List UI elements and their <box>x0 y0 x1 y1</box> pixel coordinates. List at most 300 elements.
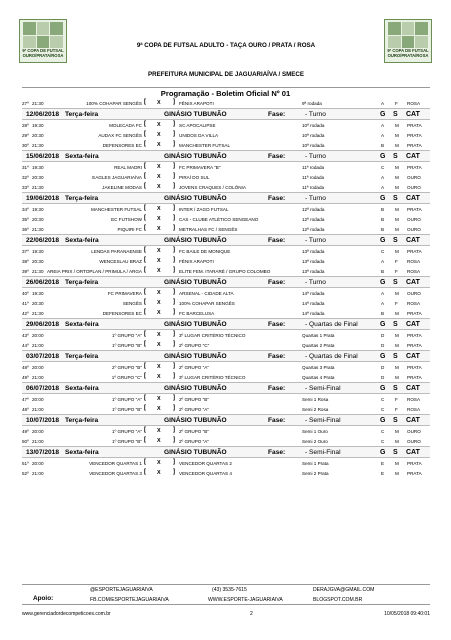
group-code: C <box>381 249 385 254</box>
bracket-right: ] <box>173 395 175 401</box>
sex-code: M <box>395 343 399 348</box>
category: OURO <box>407 291 421 296</box>
day-header <box>22 234 430 246</box>
away-team: CAS - CLUBE ATLÉTICO SENGEANO <box>179 217 259 222</box>
category: OURO <box>407 429 421 434</box>
away-team: FC BARCELUSA <box>179 311 215 316</box>
home-team: 1º GRUPO "B" <box>112 343 142 348</box>
game-number: 52º <box>22 471 29 476</box>
sex-header: S <box>393 449 398 456</box>
game-time: 20:00 <box>32 365 44 370</box>
home-team: MANCHESTER FUTSAL <box>90 207 142 212</box>
home-team: REAL MADRI <box>114 165 142 170</box>
page-number: 2 <box>250 611 253 617</box>
contact-email: DERAJGVA@GMAIL.COM <box>313 587 375 593</box>
game-number: 41º <box>22 301 29 306</box>
game-row <box>22 204 430 214</box>
group-code: A <box>381 101 385 106</box>
game-time: 20:30 <box>32 133 44 138</box>
group-header: G <box>380 449 386 456</box>
game-time: 19:30 <box>32 249 44 254</box>
round-label: 14ª rodada <box>302 301 325 306</box>
bracket-right: ] <box>173 289 175 295</box>
bracket-left: [ <box>144 427 146 433</box>
game-time: 21:30 <box>32 185 44 190</box>
bracket-right: ] <box>173 99 175 105</box>
away-team: 2º GRUPO "B" <box>179 429 209 434</box>
game-row <box>22 256 430 266</box>
day-date: 26/06/2018 <box>26 279 60 286</box>
bracket-left: [ <box>144 267 146 273</box>
round-label: Semi 2 Ouro <box>302 439 328 444</box>
home-team: WENCESLAU BRAZ <box>99 259 142 264</box>
sex-code: M <box>395 439 399 444</box>
game-number: 48º <box>22 407 29 412</box>
bracket-left: [ <box>144 459 146 465</box>
game-time: 21:00 <box>32 471 44 476</box>
sex-code: F <box>395 259 398 264</box>
versus-x: X <box>157 332 161 338</box>
sex-header: S <box>393 321 398 328</box>
versus-x: X <box>157 342 161 348</box>
logo-text-line1: 9ª COPA DE FUTSAL <box>22 48 64 53</box>
category: ROSA <box>407 269 421 274</box>
bracket-left: [ <box>144 289 146 295</box>
home-team: EC FUTSHOW <box>111 217 142 222</box>
home-team: MOLECADA FC <box>109 123 142 128</box>
group-code: D <box>381 333 385 338</box>
bracket-right: ] <box>173 173 175 179</box>
group-code: E <box>381 471 385 476</box>
game-number: 33º <box>22 185 29 190</box>
away-team: JOVENS CRAQUES / COLÔNIA <box>179 185 246 190</box>
game-row <box>22 130 430 140</box>
contact-phone: (43) 3535-7615 <box>212 587 247 593</box>
away-team: INTER / ZAGO FUTSAL <box>179 207 229 212</box>
game-row <box>22 468 430 478</box>
sex-code: F <box>395 101 398 106</box>
home-team: 2º GRUPO "B" <box>112 365 142 370</box>
facebook-link[interactable]: FB.COM/ESPORTEJAGUARIAIVA <box>90 597 169 603</box>
bracket-right: ] <box>173 309 175 315</box>
day-header <box>22 150 430 162</box>
day-weekday: Terça-feira <box>65 353 99 360</box>
bracket-left: [ <box>144 363 146 369</box>
game-time: 21:30 <box>32 311 44 316</box>
category: OURO <box>407 185 421 190</box>
game-row <box>22 224 430 234</box>
sex-code: M <box>395 333 399 338</box>
versus-x: X <box>157 258 161 264</box>
game-time: 20:00 <box>32 333 44 338</box>
category: ROSA <box>407 407 421 412</box>
game-time: 20:00 <box>32 429 44 434</box>
round-label: 11ª rodada <box>302 175 325 180</box>
bracket-left: [ <box>144 225 146 231</box>
category: PRATA <box>407 143 422 148</box>
bracket-left: [ <box>144 309 146 315</box>
group-code: C <box>381 407 385 412</box>
day-weekday: Sexta-feira <box>65 321 99 328</box>
game-time: 21:00 <box>32 407 44 412</box>
group-code: A <box>381 301 385 306</box>
game-row <box>22 172 430 182</box>
bracket-left: [ <box>144 183 146 189</box>
game-number: 51º <box>22 461 29 466</box>
versus-x: X <box>157 100 161 106</box>
away-team: ARSENAL - CIDADE ALTA <box>179 291 234 296</box>
category: ROSA <box>407 101 421 106</box>
fase-value: - Turno <box>305 111 326 118</box>
category: PRATA <box>407 333 422 338</box>
round-label: 13ª rodada <box>302 249 325 254</box>
bracket-left: [ <box>144 99 146 105</box>
away-team: 3º LUGAR CRITÉRIO TÉCNICO <box>179 375 246 380</box>
bracket-right: ] <box>173 469 175 475</box>
game-time: 19:30 <box>32 123 44 128</box>
tournament-title: 9ª COPA DE FUTSAL ADULTO - TAÇA OURO / PRATA / ROSA <box>136 42 316 49</box>
game-number: 39º <box>22 269 29 274</box>
sex-code: M <box>395 311 399 316</box>
header-divider <box>22 87 430 88</box>
game-number: 34º <box>22 207 29 212</box>
game-row <box>22 288 430 298</box>
home-team: PIQUIRI FC <box>117 227 142 232</box>
round-label: Semi 2 Rosa <box>302 407 329 412</box>
support-label: Apoio: <box>33 595 54 602</box>
day-header <box>22 350 430 362</box>
game-row <box>22 120 430 130</box>
schedule-list <box>22 98 430 478</box>
game-number: 37º <box>22 249 29 254</box>
game-time: 20:00 <box>32 397 44 402</box>
round-label: 11ª rodada <box>302 185 325 190</box>
versus-x: X <box>157 226 161 232</box>
sex-code: M <box>395 429 399 434</box>
home-team: LENDAS PARANAENSE <box>91 249 142 254</box>
home-team: FC PRIMAVERA <box>107 291 142 296</box>
sex-code: M <box>395 461 399 466</box>
bracket-left: [ <box>144 395 146 401</box>
versus-x: X <box>157 174 161 180</box>
home-team: DEFENSORES EC <box>102 311 142 316</box>
away-team: ELITE FEM. ITARARÉ / GRUPO COLOMBO <box>179 269 271 274</box>
day-weekday: Sexta-feira <box>65 449 99 456</box>
home-team: VENCEDOR QUARTAS 1 <box>89 461 142 466</box>
bracket-right: ] <box>173 205 175 211</box>
round-label: 14ª rodada <box>302 291 325 296</box>
group-code: D <box>381 365 385 370</box>
site-link[interactable]: WWW.ESPORTE-JAGUARIAIVA <box>208 597 283 603</box>
game-number: 35º <box>22 217 29 222</box>
away-team: PIRAÍ DO SUL <box>179 175 210 180</box>
day-date: 06/07/2018 <box>26 385 60 392</box>
game-row <box>22 404 430 414</box>
bulletin-subtitle: Programação - Boletim Oficial Nº 01 <box>160 89 291 98</box>
away-team: 2º GRUPO "A" <box>179 365 209 370</box>
home-team: 1º GRUPO "B" <box>112 439 142 444</box>
versus-x: X <box>157 300 161 306</box>
away-team: SC APOCALIPSE <box>179 123 216 128</box>
group-code: B <box>381 217 385 222</box>
group-code: C <box>381 429 385 434</box>
versus-x: X <box>157 406 161 412</box>
group-header: G <box>380 195 386 202</box>
bracket-right: ] <box>173 363 175 369</box>
sex-code: F <box>395 301 398 306</box>
game-time: 21:00 <box>32 343 44 348</box>
sex-code: M <box>395 365 399 370</box>
category: PRATA <box>407 375 422 380</box>
bracket-right: ] <box>173 141 175 147</box>
sex-code: M <box>395 249 399 254</box>
game-number: 42º <box>22 311 29 316</box>
venue-name: GINÁSIO TUBUNÃO <box>164 111 227 118</box>
day-weekday: Sexta-feira <box>65 385 99 392</box>
bracket-left: [ <box>144 405 146 411</box>
group-code: B <box>381 143 385 148</box>
group-code: A <box>381 259 385 264</box>
round-label: Quartas 3 Prata <box>302 365 335 370</box>
sex-code: F <box>395 407 398 412</box>
home-team: AREIA PRIX / ORTOPLAN / PRIMULA / ARGA <box>46 269 142 274</box>
versus-x: X <box>157 164 161 170</box>
game-number: 30º <box>22 143 29 148</box>
fase-label: Fase: <box>268 279 286 286</box>
sex-header: S <box>393 385 398 392</box>
venue-name: GINÁSIO TUBUNÃO <box>164 237 227 244</box>
sex-header: S <box>393 279 398 286</box>
round-label: 9ª rodada <box>302 101 322 106</box>
fase-label: Fase: <box>268 195 286 202</box>
home-team: JAKELINE MODAS <box>102 185 142 190</box>
instagram-handle: @ESPORTEJAGUARIAIVA <box>90 587 153 593</box>
bracket-right: ] <box>173 131 175 137</box>
home-team: 1º GRUPO "A" <box>112 397 142 402</box>
group-code: A <box>381 175 385 180</box>
group-code: A <box>381 123 385 128</box>
versus-x: X <box>157 428 161 434</box>
category: OURO <box>407 439 421 444</box>
round-label: 12ª rodada <box>302 217 325 222</box>
versus-x: X <box>157 216 161 222</box>
bracket-right: ] <box>173 427 175 433</box>
venue-name: GINÁSIO TUBUNÃO <box>164 153 227 160</box>
away-team: FC PRIMAVERA "B" <box>179 165 221 170</box>
versus-x: X <box>157 364 161 370</box>
group-code: A <box>381 185 385 190</box>
away-team: 2º GRUPO "A" <box>179 439 209 444</box>
away-team: 2º GRUPO "C" <box>179 343 210 348</box>
game-row <box>22 162 430 172</box>
category-header: CAT <box>406 153 420 160</box>
bracket-left: [ <box>144 257 146 263</box>
sex-code: M <box>395 291 399 296</box>
category-header: CAT <box>406 321 420 328</box>
versus-x: X <box>157 470 161 476</box>
game-number: 28º <box>22 123 29 128</box>
category: OURO <box>407 175 421 180</box>
game-row <box>22 298 430 308</box>
game-time: 21:00 <box>32 439 44 444</box>
game-number: 48º <box>22 365 29 370</box>
group-code: B <box>381 227 385 232</box>
game-time: 19:30 <box>32 291 44 296</box>
sex-code: M <box>395 165 399 170</box>
group-header: G <box>380 153 386 160</box>
bracket-left: [ <box>144 469 146 475</box>
generator-url[interactable]: www.gerenciadordecompeticoes.com.br <box>22 611 111 617</box>
category: ROSA <box>407 259 421 264</box>
fase-value: - Turno <box>305 153 326 160</box>
day-weekday: Sexta-feira <box>65 153 99 160</box>
venue-name: GINÁSIO TUBUNÃO <box>164 279 227 286</box>
bracket-left: [ <box>144 437 146 443</box>
bracket-left: [ <box>144 299 146 305</box>
away-team: FÊNIX ARAPOTI <box>179 259 214 264</box>
bracket-right: ] <box>173 331 175 337</box>
away-team: VENCEDOR QUARTAS 4 <box>179 471 232 476</box>
bracket-right: ] <box>173 373 175 379</box>
venue-name: GINÁSIO TUBUNÃO <box>164 321 227 328</box>
sex-header: S <box>393 237 398 244</box>
round-label: Quartas 1 Prata <box>302 333 335 338</box>
home-team: 100% COHAPAR SENGÊS <box>86 101 142 106</box>
round-label: 12ª rodada <box>302 207 325 212</box>
day-date: 19/06/2018 <box>26 195 60 202</box>
fase-value: - Quartas de Final <box>305 353 358 360</box>
sex-code: M <box>395 217 399 222</box>
day-date: 10/07/2018 <box>26 417 60 424</box>
fase-label: Fase: <box>268 111 286 118</box>
home-team: SENGÊS <box>122 301 142 306</box>
sex-code: M <box>395 185 399 190</box>
category-header: CAT <box>406 279 420 286</box>
day-header <box>22 382 430 394</box>
round-label: 12ª rodada <box>302 227 325 232</box>
home-team: 1º GRUPO "A" <box>112 333 142 338</box>
bracket-left: [ <box>144 131 146 137</box>
day-header <box>22 108 430 120</box>
category-header: CAT <box>406 417 420 424</box>
round-label: Semi 1 Ouro <box>302 429 328 434</box>
home-team: DEFENSORES EC <box>102 143 142 148</box>
sex-code: M <box>395 175 399 180</box>
group-code: C <box>381 165 385 170</box>
game-row <box>22 372 430 382</box>
fase-label: Fase: <box>268 321 286 328</box>
day-weekday: Terça-feira <box>65 279 99 286</box>
game-number: 44º <box>22 343 29 348</box>
category: PRATA <box>407 461 422 466</box>
category: PRATA <box>407 249 422 254</box>
game-time: 21:00 <box>32 375 44 380</box>
category: PRATA <box>407 311 422 316</box>
game-row <box>22 426 430 436</box>
group-header: G <box>380 111 386 118</box>
bracket-right: ] <box>173 299 175 305</box>
venue-name: GINÁSIO TUBUNÃO <box>164 417 227 424</box>
fase-value: - Quartas de Final <box>305 321 358 328</box>
bracket-right: ] <box>173 215 175 221</box>
round-label: Quartas 2 Prata <box>302 343 335 348</box>
versus-x: X <box>157 310 161 316</box>
sex-code: M <box>395 471 399 476</box>
bracket-left: [ <box>144 121 146 127</box>
game-number: 43º <box>22 333 29 338</box>
group-code: B <box>381 207 385 212</box>
round-label: 10ª rodada <box>302 133 325 138</box>
home-team: 1º GRUPO "C" <box>111 375 142 380</box>
venue-name: GINÁSIO TUBUNÃO <box>164 385 227 392</box>
category: ROSA <box>407 301 421 306</box>
day-date: 12/06/2018 <box>26 111 60 118</box>
round-label: 10ª rodada <box>302 123 325 128</box>
venue-name: GINÁSIO TUBUNÃO <box>164 353 227 360</box>
group-code: A <box>381 291 385 296</box>
versus-x: X <box>157 374 161 380</box>
bracket-right: ] <box>173 459 175 465</box>
fase-label: Fase: <box>268 417 286 424</box>
versus-x: X <box>157 460 161 466</box>
day-header <box>22 192 430 204</box>
group-code: C <box>381 397 385 402</box>
logo-text-line2: OURO/PRATA/ROSA <box>387 53 429 58</box>
round-label: Quartas 4 Prata <box>302 375 335 380</box>
home-team: VENCEDOR QUARTAS 3 <box>89 471 142 476</box>
sex-header: S <box>393 153 398 160</box>
game-number: 27º <box>22 101 29 106</box>
day-weekday: Sexta-feira <box>65 237 99 244</box>
versus-x: X <box>157 184 161 190</box>
bracket-right: ] <box>173 121 175 127</box>
fase-value: - Turno <box>305 279 326 286</box>
game-row <box>22 458 430 468</box>
sex-code: M <box>395 123 399 128</box>
fase-label: Fase: <box>268 385 286 392</box>
fase-value: - Semi-Final <box>305 385 341 392</box>
category: PRATA <box>407 343 422 348</box>
category-header: CAT <box>406 353 420 360</box>
bracket-right: ] <box>173 163 175 169</box>
sex-header: S <box>393 417 398 424</box>
venue-name: GINÁSIO TUBUNÃO <box>164 449 227 456</box>
sex-code: F <box>395 397 398 402</box>
game-number: 49º <box>22 375 29 380</box>
category: PRATA <box>407 471 422 476</box>
day-date: 29/06/2018 <box>26 321 60 328</box>
sex-code: M <box>395 133 399 138</box>
blog-link[interactable]: BLOGSPOT.COM.BR <box>313 597 363 603</box>
fase-value: - Turno <box>305 195 326 202</box>
game-number: 38º <box>22 259 29 264</box>
day-weekday: Terça-feira <box>65 417 99 424</box>
versus-x: X <box>157 396 161 402</box>
away-team: 2º GRUPO "A" <box>179 407 209 412</box>
group-header: G <box>380 279 386 286</box>
bracket-right: ] <box>173 437 175 443</box>
category: OURO <box>407 217 421 222</box>
round-label: Semi 2 Prata <box>302 471 329 476</box>
versus-x: X <box>157 142 161 148</box>
round-label: 13ª rodada <box>302 259 325 264</box>
away-team: UNIDOS DA VILLA <box>179 133 219 138</box>
game-number: 49º <box>22 429 29 434</box>
bracket-left: [ <box>144 373 146 379</box>
game-number: 32º <box>22 175 29 180</box>
versus-x: X <box>157 438 161 444</box>
logo-text-line2: OURO/PRATA/ROSA <box>22 53 64 58</box>
